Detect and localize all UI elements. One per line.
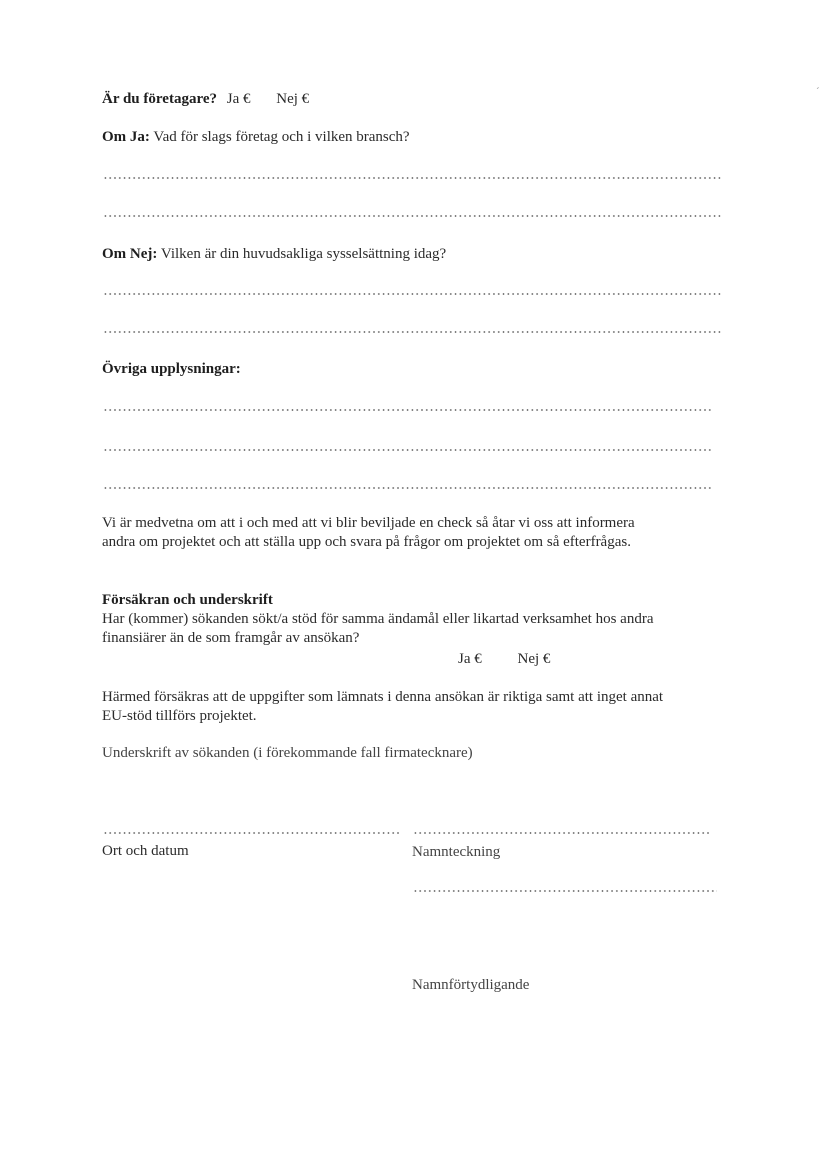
om-nej-answer-line-2[interactable] [103, 331, 723, 333]
funding-options [458, 650, 550, 669]
commitment-line-1: Vi är medvetna om att i och med att vi blir beviljade en check så åtar vi oss att informera [102, 515, 635, 531]
signature-label: Namnteckning [412, 844, 501, 860]
om-ja-label: Om Ja: [102, 129, 150, 145]
declaration-line-2: EU-stöd tillförs projektet. [102, 708, 257, 724]
om-ja-answer-line-2[interactable] [103, 215, 723, 217]
scan-speck: ´ [816, 86, 820, 98]
forsakran-heading: Försäkran och underskrift [102, 592, 273, 608]
om-ja-text: Vad för slags företag och i vilken bransch? [153, 129, 410, 145]
om-nej-text: Vilken är din huvudsakliga sysselsättning idag? [160, 246, 447, 262]
om-nej-answer-line-1[interactable] [103, 293, 723, 295]
ovriga-answer-line-3[interactable] [103, 487, 711, 489]
funding-question-line-2: finansiärer än de som framgår av ansökan? [102, 630, 360, 646]
place-date-label: Ort och datum [102, 843, 189, 859]
signature-instruction: Underskrift av sökanden (i förekommande fall firmatecknare) [102, 745, 473, 761]
business-owner-question [102, 90, 309, 109]
om-ja-question [102, 128, 410, 147]
clarification-line[interactable] [413, 890, 717, 892]
signature-line[interactable] [413, 832, 711, 834]
om-ja-answer-line-1[interactable] [103, 177, 723, 179]
business-owner-label: Är du företagare? [102, 91, 217, 107]
declaration-paragraph [102, 688, 663, 726]
om-nej-label: Om Nej: [102, 246, 158, 262]
place-date-line[interactable] [103, 832, 401, 834]
commitment-line-2: andra om projektet och att ställa upp och svara på frågor om projektet om så efterfrågas. [102, 534, 631, 550]
business-owner-yes-option[interactable]: Ja € [226, 91, 251, 107]
funding-yes-option[interactable]: Ja € [458, 651, 482, 667]
ovriga-answer-line-1[interactable] [103, 409, 711, 411]
funding-question [102, 610, 653, 648]
clarification-label: Namnförtydligande [412, 977, 530, 993]
funding-no-option[interactable]: Nej € [517, 651, 551, 667]
business-owner-no-option[interactable]: Nej € [276, 91, 310, 107]
om-nej-question [102, 245, 446, 264]
commitment-paragraph [102, 514, 635, 552]
funding-question-line-1: Har (kommer) sökanden sökt/a stöd för samma ändamål eller likartad verksamhet hos andra [102, 611, 654, 627]
ovriga-answer-line-2[interactable] [103, 449, 711, 451]
ovriga-heading: Övriga upplysningar: [102, 361, 241, 377]
declaration-line-1: Härmed försäkras att de uppgifter som lämnats i denna ansökan är riktiga samt att inget annat [102, 689, 664, 705]
